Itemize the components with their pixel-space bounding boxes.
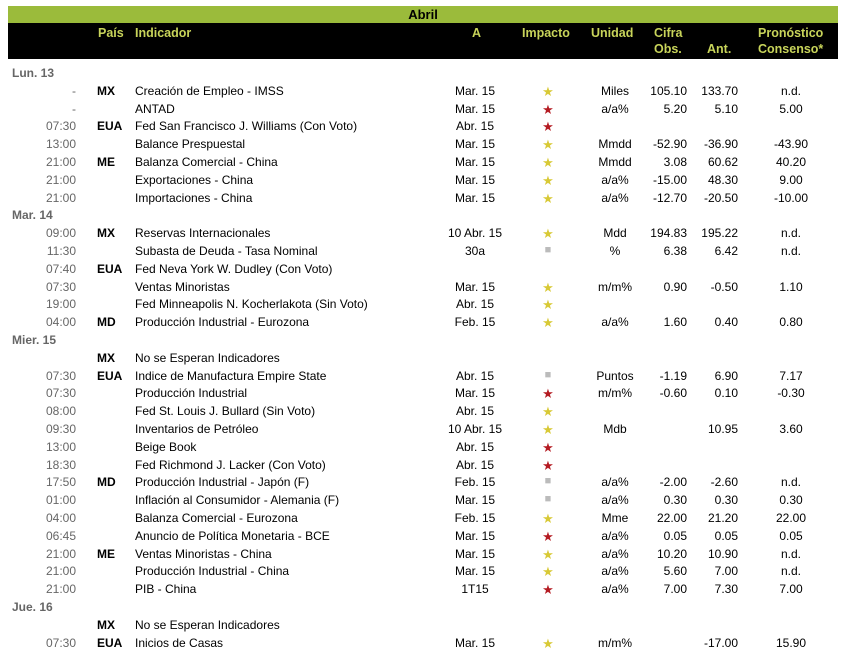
previous-cell: 0.30 <box>714 493 738 508</box>
consensus-cell: 0.30 <box>779 493 803 508</box>
impact-star-icon: ★ <box>542 564 554 580</box>
observed-cell: 105.10 <box>650 83 687 98</box>
indicator-cell: Ventas Minoristas - China <box>135 546 272 561</box>
day-label: Mier. 15 <box>12 333 57 347</box>
consensus-cell: 7.00 <box>779 582 803 597</box>
day-header <box>0 331 843 349</box>
unit-cell: m/m% <box>598 386 632 401</box>
header-indicador: Indicador <box>135 26 192 40</box>
impact-star-icon: ★ <box>542 582 554 598</box>
time-cell: 21:00 <box>45 190 76 205</box>
impact-star-icon: ★ <box>542 386 554 402</box>
time-cell: 04:00 <box>45 511 76 525</box>
consensus-cell: 5.00 <box>779 101 803 116</box>
table-row <box>0 420 843 438</box>
table-row <box>0 117 843 135</box>
observed-cell: 5.20 <box>663 101 687 116</box>
day-header <box>0 64 843 82</box>
impact-star-icon: ★ <box>542 635 554 651</box>
time-cell: 07:30 <box>45 635 76 650</box>
impact-star-icon: ★ <box>542 404 554 420</box>
impact-star-icon: ★ <box>542 119 554 135</box>
indicator-cell: Anuncio de Política Monetaria - BCE <box>135 528 330 543</box>
header-unidad: Unidad <box>591 26 634 40</box>
consensus-cell: -0.30 <box>777 386 805 401</box>
previous-cell: 48.30 <box>707 172 738 187</box>
day-label: Lun. 13 <box>12 66 55 80</box>
table-row <box>0 135 843 153</box>
previous-cell: 5.10 <box>714 101 738 116</box>
previous-cell: -2.60 <box>710 475 738 490</box>
observed-cell: -15.00 <box>652 172 687 187</box>
unit-cell: % <box>609 244 621 258</box>
table-row <box>0 349 843 367</box>
country-cell: MX <box>97 350 115 365</box>
indicator-cell: Ventas Minoristas <box>135 279 230 294</box>
consensus-cell: -10.00 <box>773 190 809 205</box>
indicator-cell: Inflación al Consumidor - Alemania (F) <box>135 493 340 508</box>
time-cell: 21:00 <box>45 172 76 187</box>
time-cell: 07:30 <box>45 368 76 383</box>
period-cell: 10 Abr. 15 <box>447 226 503 241</box>
previous-cell: 0.40 <box>714 315 738 330</box>
time-cell: 08:00 <box>45 404 76 419</box>
consensus-cell: n.d. <box>780 546 801 561</box>
table-row <box>0 527 843 545</box>
consensus-cell: 40.20 <box>775 155 807 169</box>
impact-star-icon: ★ <box>542 101 554 117</box>
indicator-cell: Producción Industrial - Eurozona <box>135 315 310 330</box>
impact-star-icon: ★ <box>542 546 554 562</box>
observed-cell: -2.00 <box>659 475 687 490</box>
consensus-cell: 1.10 <box>779 279 803 294</box>
time-cell: 21:00 <box>45 564 76 579</box>
table-row <box>0 402 843 420</box>
time-cell: - <box>72 101 76 116</box>
previous-cell: 6.90 <box>714 368 738 383</box>
header-cifra: Cifra <box>654 26 683 40</box>
impact-star-icon: ★ <box>542 528 554 544</box>
table-row <box>0 580 843 598</box>
country-cell: EUA <box>97 368 123 383</box>
previous-cell: -20.50 <box>703 190 738 205</box>
day-header <box>0 598 843 616</box>
consensus-cell: n.d. <box>780 244 801 258</box>
period-cell: Abr. 15 <box>455 457 495 472</box>
time-cell: 07:30 <box>45 386 76 401</box>
impact-square-icon: ■ <box>544 368 552 381</box>
time-cell: 17:50 <box>45 475 76 490</box>
indicator-cell: Fed Neva York W. Dudley (Con Voto) <box>135 261 333 276</box>
unit-cell: m/m% <box>598 279 632 294</box>
country-cell: EUA <box>97 119 123 134</box>
period-cell: Mar. 15 <box>454 279 496 294</box>
indicator-cell: Creación de Empleo - IMSS <box>135 83 284 98</box>
header-pais: País <box>98 26 124 40</box>
observed-cell: 3.08 <box>663 155 687 169</box>
observed-cell: 194.83 <box>650 226 687 241</box>
table-row <box>0 473 843 491</box>
impact-star-icon: ★ <box>542 83 554 99</box>
unit-cell: Mme <box>601 511 629 525</box>
period-cell: Abr. 15 <box>455 404 495 419</box>
unit-cell: a/a% <box>601 582 629 597</box>
unit-cell: a/a% <box>601 190 629 205</box>
table-row <box>0 260 843 278</box>
period-cell: Mar. 15 <box>454 83 496 98</box>
indicator-cell: Reservas Internacionales <box>135 226 271 241</box>
period-cell: Abr. 15 <box>455 119 495 134</box>
table-row <box>0 545 843 563</box>
previous-cell: 7.30 <box>714 582 738 597</box>
time-cell: 18:30 <box>45 457 76 472</box>
previous-cell: 7.00 <box>714 564 738 579</box>
table-row <box>0 509 843 527</box>
time-cell: 07:30 <box>45 119 76 134</box>
unit-cell: Miles <box>600 83 629 98</box>
unit-cell: a/a% <box>601 172 629 187</box>
period-cell: Mar. 15 <box>454 190 496 205</box>
header-consenso: Consenso* <box>758 42 824 56</box>
period-cell: Abr. 15 <box>455 439 495 454</box>
table-row <box>0 384 843 402</box>
time-cell: 13:00 <box>45 137 76 152</box>
observed-cell: -12.70 <box>652 190 687 205</box>
table-row <box>0 438 843 456</box>
indicator-cell: Producción Industrial <box>135 386 248 401</box>
observed-cell: -0.60 <box>659 386 687 401</box>
country-cell: ME <box>97 546 115 561</box>
previous-cell: 133.70 <box>701 83 738 98</box>
observed-cell: -1.19 <box>659 368 687 383</box>
period-cell: Mar. 15 <box>454 137 496 152</box>
previous-cell: 60.62 <box>707 155 738 169</box>
impact-square-icon: ■ <box>544 493 552 506</box>
unit-cell: Mdd <box>603 226 627 241</box>
unit-cell: a/a% <box>601 546 629 561</box>
indicator-cell: Fed Richmond J. Lacker (Con Voto) <box>135 457 326 472</box>
indicator-cell: No se Esperan Indicadores <box>135 350 280 365</box>
impact-square-icon: ■ <box>544 475 552 488</box>
indicator-cell: Balanza Comercial - Eurozona <box>135 511 298 525</box>
observed-cell: 1.60 <box>663 315 687 330</box>
period-cell: Mar. 15 <box>454 172 496 187</box>
header-a: A <box>472 26 482 40</box>
unit-cell: m/m% <box>598 635 632 650</box>
indicator-cell: Indice de Manufactura Empire State <box>135 368 327 383</box>
time-cell: 04:00 <box>45 315 76 330</box>
period-cell: Mar. 15 <box>454 564 496 579</box>
consensus-cell: 0.05 <box>779 528 803 543</box>
observed-cell: 22.00 <box>656 511 687 525</box>
unit-cell: Mmdd <box>598 155 632 169</box>
time-cell: 07:30 <box>45 279 76 294</box>
table-row <box>0 153 843 171</box>
previous-cell: -17.00 <box>703 635 738 650</box>
unit-cell: Puntos <box>596 368 634 383</box>
table-row <box>0 562 843 580</box>
previous-cell: 0.10 <box>714 386 738 401</box>
indicator-cell: Fed Minneapolis N. Kocherlakota (Sin Voto) <box>135 297 368 312</box>
previous-cell: 6.42 <box>714 244 738 258</box>
header-obs: Obs. <box>654 42 682 56</box>
country-cell: MX <box>97 617 115 632</box>
day-label: Jue. 16 <box>12 600 53 614</box>
observed-cell: -52.90 <box>652 137 687 152</box>
impact-square-icon: ■ <box>544 244 552 256</box>
impact-star-icon: ★ <box>542 155 554 170</box>
indicator-cell: Producción Industrial - Japón (F) <box>135 475 310 490</box>
time-cell: 09:00 <box>45 226 76 241</box>
indicator-cell: Importaciones - China <box>135 190 253 205</box>
header-impacto: Impacto <box>522 26 570 40</box>
table-row <box>0 634 843 652</box>
period-cell: Abr. 15 <box>455 368 495 383</box>
consensus-cell: 3.60 <box>779 422 803 436</box>
period-cell: Mar. 15 <box>454 155 496 169</box>
impact-star-icon: ★ <box>542 279 554 295</box>
header-ant: Ant. <box>707 42 732 56</box>
previous-cell: -36.90 <box>703 137 738 152</box>
period-cell: Abr. 15 <box>455 297 495 312</box>
table-row <box>0 313 843 331</box>
impact-star-icon: ★ <box>542 226 554 242</box>
impact-star-icon: ★ <box>542 315 554 331</box>
table-row <box>0 456 843 474</box>
impact-star-icon: ★ <box>542 297 554 313</box>
country-cell: EUA <box>97 261 123 276</box>
table-row <box>0 491 843 509</box>
previous-cell: 21.20 <box>707 511 738 525</box>
impact-star-icon: ★ <box>542 172 554 188</box>
indicator-cell: Fed San Francisco J. Williams (Con Voto) <box>135 119 358 134</box>
consensus-cell: n.d. <box>780 226 801 241</box>
period-cell: 1T15 <box>461 582 489 597</box>
table-row <box>0 189 843 207</box>
period-cell: Mar. 15 <box>454 546 496 561</box>
table-row <box>0 367 843 385</box>
indicator-cell: ANTAD <box>135 101 175 116</box>
country-cell: MD <box>97 315 116 330</box>
unit-cell: a/a% <box>601 493 629 508</box>
table-row <box>0 295 843 313</box>
country-cell: MX <box>97 83 115 98</box>
indicator-cell: Beige Book <box>135 439 197 454</box>
impact-star-icon: ★ <box>542 439 554 455</box>
period-cell: Mar. 15 <box>454 386 496 401</box>
period-cell: Feb. 15 <box>454 315 496 330</box>
previous-cell: 10.90 <box>707 546 738 561</box>
period-cell: Mar. 15 <box>454 101 496 116</box>
time-cell: 21:00 <box>45 546 76 561</box>
period-cell: Mar. 15 <box>454 635 496 650</box>
time-cell: - <box>72 83 76 98</box>
country-cell: ME <box>97 155 115 169</box>
impact-star-icon: ★ <box>542 422 554 437</box>
consensus-cell: 0.80 <box>779 315 803 330</box>
unit-cell: a/a% <box>601 528 629 543</box>
unit-cell: Mmdd <box>598 137 632 152</box>
day-label: Mar. 14 <box>12 208 53 223</box>
consensus-cell: n.d. <box>780 564 801 579</box>
period-cell: Feb. 15 <box>454 511 496 525</box>
table-row <box>0 616 843 634</box>
time-cell: 19:00 <box>45 297 76 312</box>
day-header <box>0 206 843 224</box>
observed-cell: 0.05 <box>663 528 687 543</box>
unit-cell: a/a% <box>601 564 629 579</box>
country-cell: EUA <box>97 635 123 650</box>
indicator-cell: Exportaciones - China <box>135 172 254 187</box>
indicator-cell: PIB - China <box>135 582 197 597</box>
table-row <box>0 171 843 189</box>
indicator-cell: Inventarios de Petróleo <box>135 422 259 436</box>
consensus-cell: 9.00 <box>779 172 803 187</box>
indicator-cell: No se Esperan Indicadores <box>135 617 280 632</box>
impact-star-icon: ★ <box>542 137 554 153</box>
time-cell: 01:00 <box>45 493 76 508</box>
consensus-cell: n.d. <box>780 83 801 98</box>
period-cell: Mar. 15 <box>454 528 496 543</box>
indicator-cell: Fed St. Louis J. Bullard (Sin Voto) <box>135 404 316 419</box>
unit-cell: a/a% <box>601 475 629 490</box>
consensus-cell: 15.90 <box>775 635 807 650</box>
indicator-cell: Balance Prespuestal <box>135 137 246 152</box>
table-row <box>0 242 843 260</box>
table-row <box>0 82 843 100</box>
consensus-cell: 22.00 <box>775 511 807 525</box>
indicator-cell: Inicios de Casas <box>135 635 224 650</box>
observed-cell: 5.60 <box>663 564 687 579</box>
consensus-cell: -43.90 <box>773 137 809 152</box>
period-cell: Feb. 15 <box>454 475 496 490</box>
time-cell: 21:00 <box>45 155 76 169</box>
consensus-cell: 7.17 <box>779 368 803 383</box>
country-cell: MD <box>97 475 116 490</box>
period-cell: 10 Abr. 15 <box>447 422 503 436</box>
time-cell: 13:00 <box>45 439 76 454</box>
table-row <box>0 224 843 242</box>
observed-cell: 7.00 <box>663 582 687 597</box>
indicator-cell: Subasta de Deuda - Tasa Nominal <box>135 244 318 258</box>
observed-cell: 0.90 <box>663 279 687 294</box>
month-title: Abril <box>8 6 838 23</box>
previous-cell: 0.05 <box>714 528 738 543</box>
impact-star-icon: ★ <box>542 511 554 526</box>
period-cell: 30a <box>464 244 486 258</box>
time-cell: 09:30 <box>45 422 76 436</box>
previous-cell: -0.50 <box>710 279 738 294</box>
previous-cell: 195.22 <box>701 226 738 241</box>
period-cell: Mar. 15 <box>454 493 496 508</box>
time-cell: 07:40 <box>45 261 76 276</box>
unit-cell: Mdb <box>603 422 627 436</box>
country-cell: MX <box>97 226 115 241</box>
header-pronostico: Pronóstico <box>758 26 824 40</box>
impact-star-icon: ★ <box>542 457 554 473</box>
observed-cell: 0.30 <box>663 493 687 508</box>
previous-cell: 10.95 <box>707 422 738 436</box>
table-row <box>0 100 843 118</box>
consensus-cell: n.d. <box>780 475 801 490</box>
time-cell: 21:00 <box>45 582 76 597</box>
unit-cell: a/a% <box>601 101 629 116</box>
observed-cell: 6.38 <box>663 244 687 258</box>
unit-cell: a/a% <box>601 315 629 330</box>
indicator-cell: Producción Industrial - China <box>135 564 290 579</box>
time-cell: 06:45 <box>45 528 76 543</box>
observed-cell: 10.20 <box>656 546 687 561</box>
table-row <box>0 278 843 296</box>
time-cell: 11:30 <box>46 244 76 258</box>
impact-star-icon: ★ <box>542 190 554 206</box>
table-header <box>8 23 838 59</box>
indicator-cell: Balanza Comercial - China <box>135 155 278 169</box>
